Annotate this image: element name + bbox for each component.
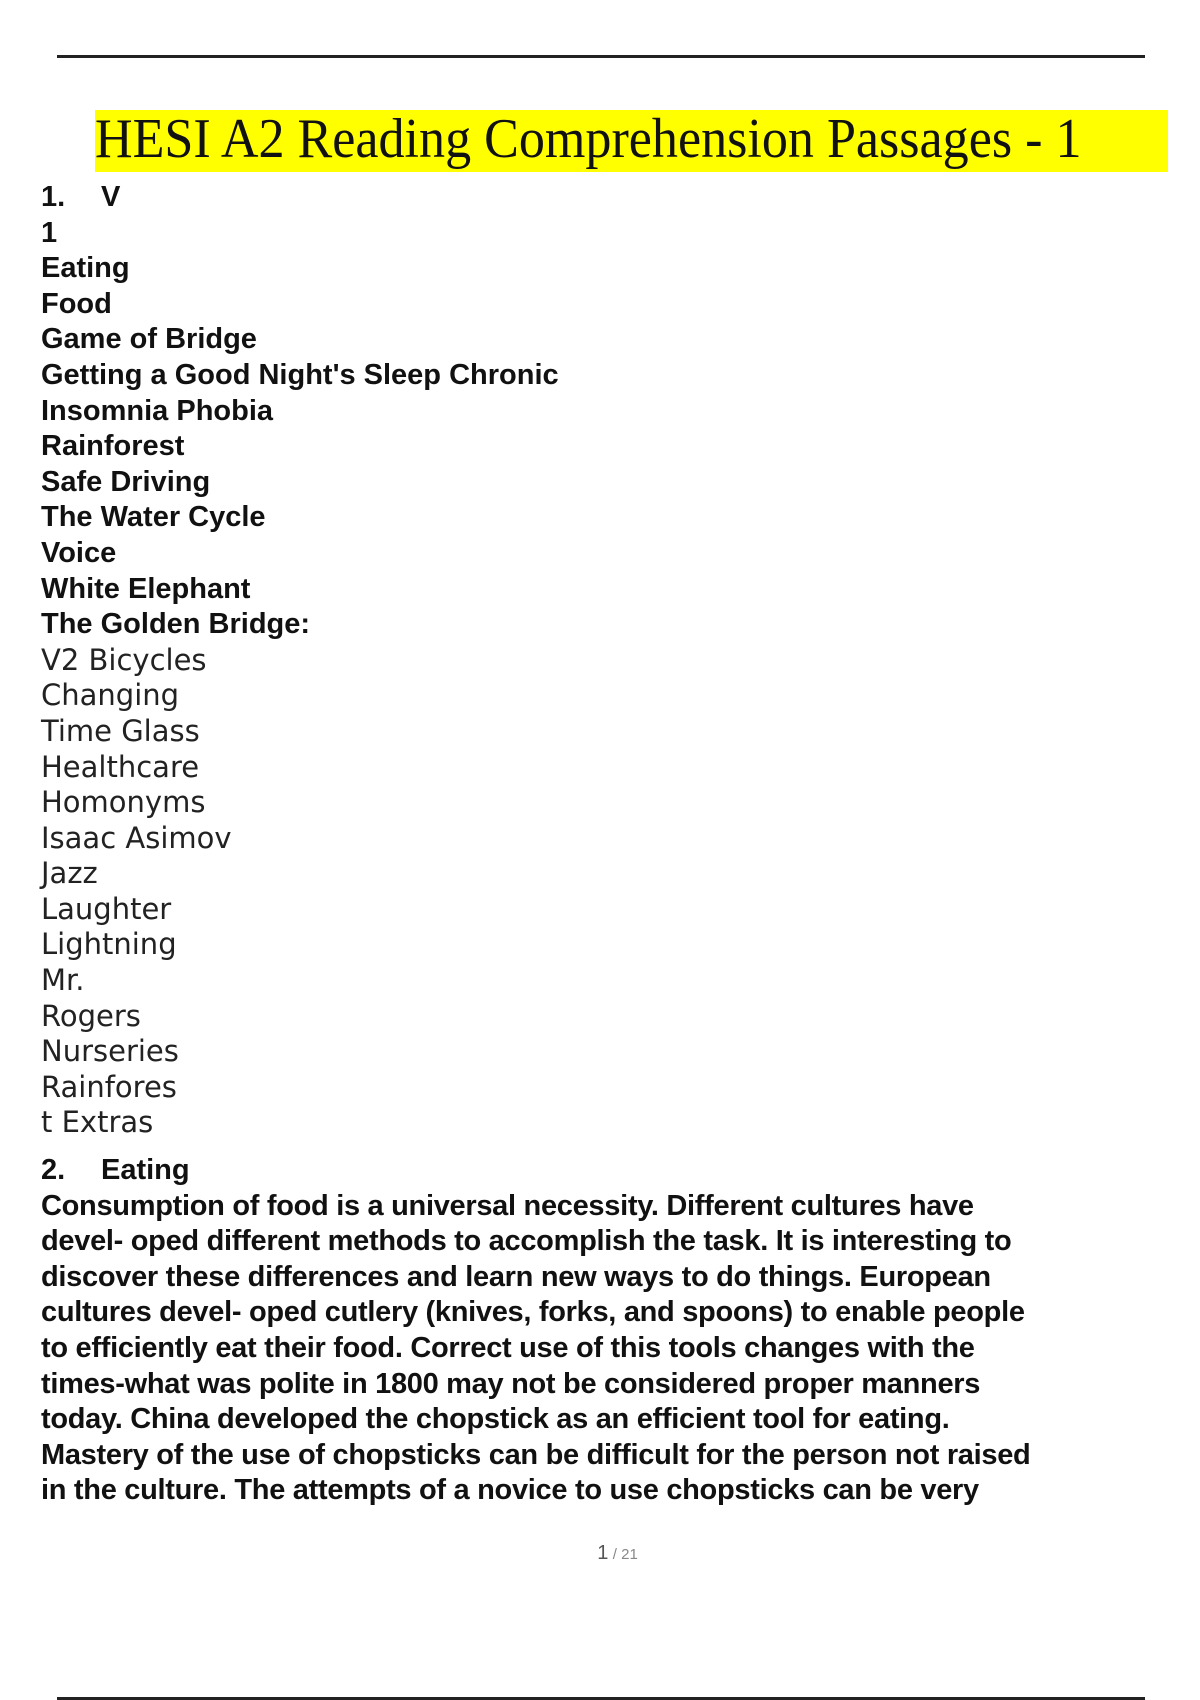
list-item: Nurseries (41, 1034, 179, 1069)
passage-paragraph (41, 1189, 1171, 1509)
paragraph-line: to efficiently eat their food. Correct use of this tools changes with the (41, 1332, 975, 1364)
paragraph-line: Consumption of food is a universal necessity. Different cultures have (41, 1189, 974, 1222)
section-title: Eating (101, 1154, 190, 1187)
list-item: Eating (41, 252, 130, 285)
paragraph-line: discover these differences and learn new ways to do things. European (41, 1260, 991, 1293)
list-item: Homonyms (41, 785, 206, 820)
list-item: Food (41, 287, 112, 320)
paragraph-line: Mastery of the use of chopsticks can be difficult for the person not raised (41, 1438, 1031, 1471)
list-item: White Elephant (41, 572, 251, 605)
section-number: 1. (41, 181, 66, 213)
list-item: 1 (41, 216, 58, 249)
list-item: Laughter (41, 891, 172, 926)
list-item: Safe Driving (41, 465, 211, 498)
paragraph-line: in the culture. The attempts of a novice to use chopsticks can be very (41, 1474, 979, 1507)
page-indicator (0, 1542, 1200, 1565)
list-item: Healthcare (41, 749, 200, 784)
list-item: The Golden Bridge: (41, 608, 311, 641)
list-item: t Extras (41, 1105, 154, 1140)
section-1-heading (41, 180, 1171, 216)
document-body (41, 180, 1171, 1509)
list-item: V2 Bicycles (41, 642, 207, 677)
section-2-heading (41, 1153, 1171, 1189)
list-item: Lightning (41, 927, 177, 962)
bold-topic-list (41, 216, 1171, 643)
section-number: 2. (41, 1154, 66, 1187)
list-item: Isaac Asimov (41, 820, 232, 855)
total-pages: / 21 (612, 1546, 638, 1563)
page-title: HESI A2 Reading Comprehension Passages - 1 (95, 108, 1082, 170)
paragraph-line: devel- oped different methods to accomplish the task. It is interesting to (41, 1225, 1012, 1258)
list-item: Rainfores (41, 1069, 177, 1104)
list-item: Rainforest (41, 430, 185, 463)
paragraph-line: today. China developed the chopstick as an efficient tool for eating. (41, 1403, 950, 1436)
regular-topic-list (41, 643, 1171, 1141)
list-item: Getting a Good Night's Sleep Chronic (41, 358, 559, 391)
list-item: Mr. (41, 963, 85, 998)
list-item: Insomnia Phobia (41, 394, 274, 427)
list-item: Voice (41, 536, 117, 569)
list-item: Changing (41, 678, 180, 713)
paragraph-line: times-what was polite in 1800 may not be considered proper manners (41, 1367, 981, 1400)
list-item: Rogers (41, 998, 141, 1033)
list-item: Game of Bridge (41, 323, 257, 356)
current-page: 1 (597, 1542, 609, 1564)
paragraph-line: cultures devel- oped cutlery (knives, forks, and spoons) to enable people (41, 1296, 1025, 1329)
top-rule (57, 55, 1145, 58)
list-item: Time Glass (41, 713, 200, 748)
section-title: V (101, 181, 121, 213)
list-item: Jazz (41, 856, 98, 891)
list-item: The Water Cycle (41, 501, 266, 534)
